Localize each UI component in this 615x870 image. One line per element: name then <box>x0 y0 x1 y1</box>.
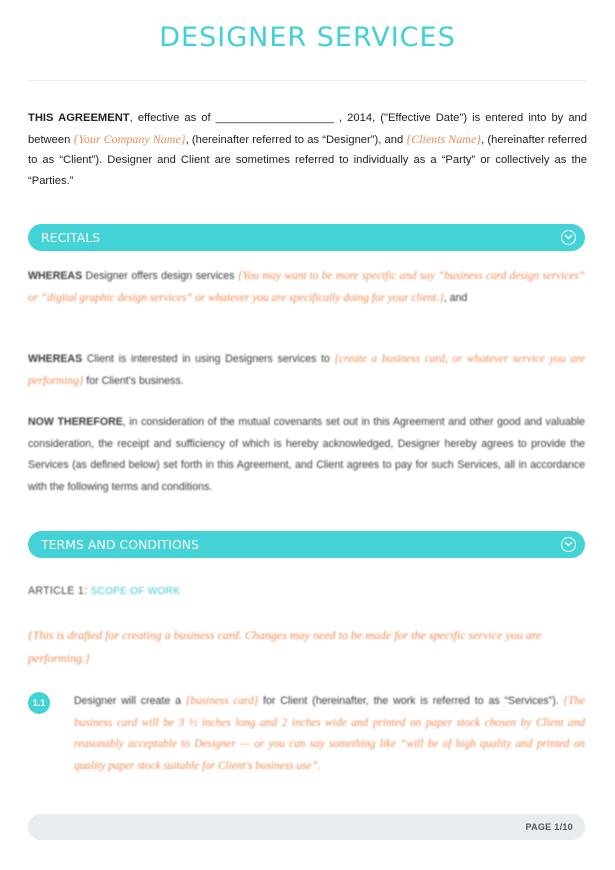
recital-lead: WHEREAS <box>28 353 83 365</box>
recital-placeholder: {create a business card, or whatever service you are performing} <box>28 353 585 387</box>
intro-lead: THIS AGREEMENT <box>28 112 130 124</box>
recitals-section-header[interactable] <box>28 224 585 251</box>
article-title: SCOPE OF WORK <box>90 586 181 597</box>
clause-text: Designer will create a <box>74 695 186 707</box>
recital-lead: WHEREAS <box>28 270 83 282</box>
clause-number-badge: 1.1 <box>28 692 50 714</box>
clause-1-1 <box>74 691 585 777</box>
effective-date-blank: ___________________ <box>215 112 334 124</box>
chevron-down-icon[interactable] <box>561 537 576 552</box>
client-name-placeholder: {Clients Name} <box>406 131 482 146</box>
intro-text: , effective as of <box>129 112 216 124</box>
title-divider <box>28 80 587 81</box>
recital-text: , and <box>443 291 468 304</box>
recital-paragraph <box>28 266 585 309</box>
clause-placeholder: {business card} <box>185 695 259 707</box>
chevron-down-icon[interactable] <box>561 230 576 245</box>
recital-lead: NOW THEREFORE <box>28 416 123 428</box>
recital-text: for Client's business. <box>83 374 184 387</box>
article-label: ARTICLE 1: <box>28 585 88 597</box>
agreement-intro <box>28 108 587 191</box>
intro-text: , (hereinafter referred to as “Designer”), and <box>185 133 407 146</box>
recital-paragraph <box>28 412 585 498</box>
article-heading <box>28 585 180 597</box>
clause-text: for Client (hereinafter, the work is referred to as “Services”). <box>258 695 564 707</box>
drafting-note-text: {This is drafted for creating a business card. Changes may need to be made for the specific service you are performing.} <box>28 628 542 665</box>
page-number: PAGE 1/10 <box>525 822 573 832</box>
page-footer <box>28 814 585 840</box>
document-title: DESIGNER SERVICES <box>159 22 456 53</box>
recital-text: , in consideration of the mutual covenants set out in this Agreement and other good and valuable consideration, the receipt and sufficiency of which is hereby acknowledged, Designer hereby agrees to provide the Services (as defined below) set forth in this Agreement, and Client agrees to pay for such Services, all in accordance with the following terms and conditions. <box>28 416 585 493</box>
terms-header-label: TERMS AND CONDITIONS <box>41 537 200 552</box>
intro-text: , (hereinafter referred to as “Client”). Designer and Client are sometimes referred to individually as a “Party” or collectively as the “Parties.” <box>28 133 588 187</box>
recital-placeholder: {You may want to be more specific and say “business card design services” or “digital graphic design services” or whatever you are specifically doing for your client.} <box>28 270 585 304</box>
terms-section-header[interactable] <box>28 531 585 558</box>
company-name-placeholder: {Your Company Name} <box>73 131 186 146</box>
recital-text: Client is interested in using Designers services to <box>82 353 335 365</box>
intro-text: , 2014, ("Effective Date") is entered into by and between <box>28 112 588 146</box>
recitals-header-label: RECITALS <box>41 230 101 245</box>
clause-placeholder: {The business card will be 3 ½ inches long and 2 inches wide and printed on paper stock chosen by Client and reasonably acceptable to Designer — or you can say something like “will be of high quality and printed on quality paper stock suitable for Client's business use”. <box>74 695 585 772</box>
recital-text: Designer offers design services <box>82 270 238 282</box>
drafting-note <box>28 624 585 670</box>
recital-paragraph <box>28 349 585 392</box>
